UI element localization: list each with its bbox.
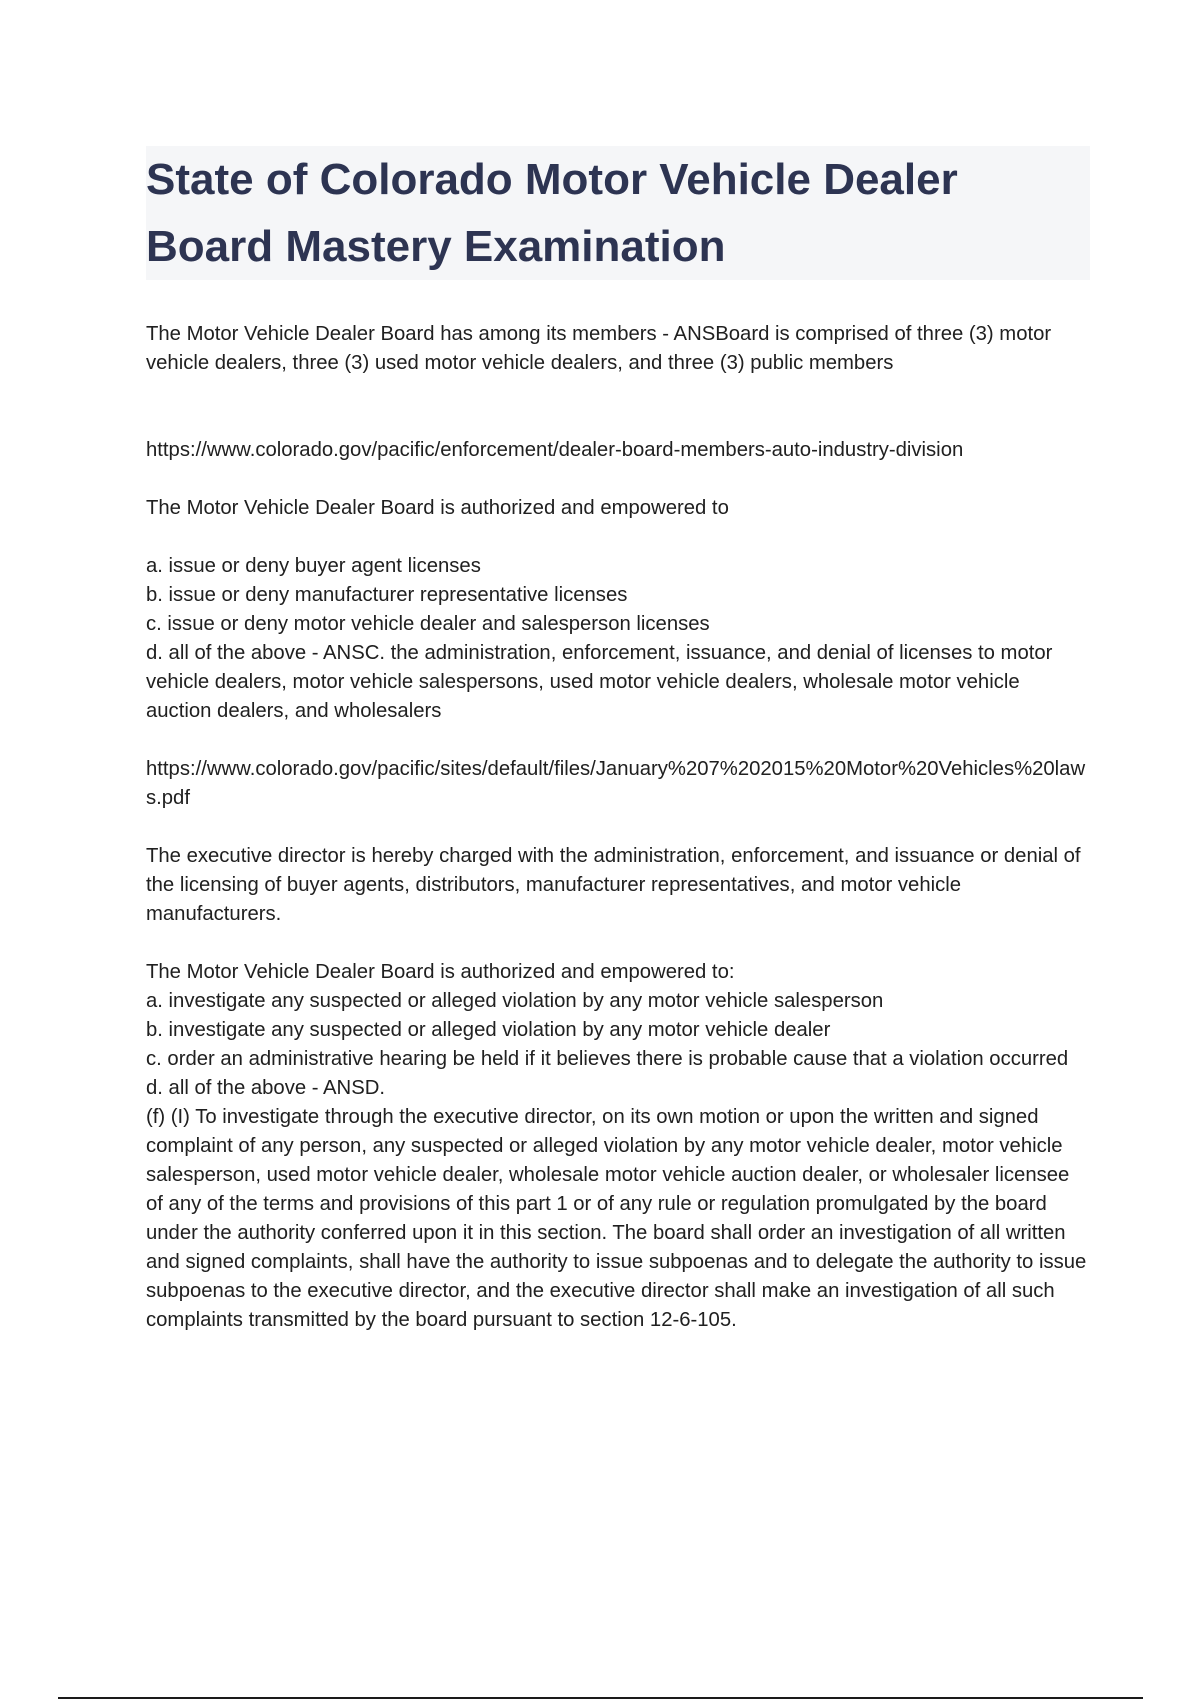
- reference-url: https://www.colorado.gov/pacific/sites/default/files/January%207%202015%20Motor%20Vehicles%20laws.pdf: [146, 758, 1086, 809]
- answer-options-licenses: [146, 552, 1090, 726]
- question-board-authority: [146, 494, 1090, 523]
- document-title: State of Colorado Motor Vehicle Dealer Board Mastery Examination: [146, 155, 958, 271]
- option-line: d. all of the above - ANSD.: [146, 1077, 385, 1099]
- question-investigation-authority: [146, 958, 1090, 1335]
- option-line: a. investigate any suspected or alleged violation by any motor vehicle salesperson: [146, 990, 884, 1012]
- statute-line: under the authority conferred upon it in this section. The board shall order an investigation of all written and signed complaints, shall have the authority to issue subpoenas and to delegate the authority to issue subpoenas to the executive director, and the executive director shall make an investigation of all such complaints transmitted by the board pursuant to section 12-6-105.: [146, 1222, 1087, 1331]
- option-line: a. issue or deny buyer agent licenses: [146, 555, 481, 577]
- paragraph: The Motor Vehicle Dealer Board has among its members - ANSBoard is comprised of three (3) motor vehicle dealers, three (3) used motor vehicle dealers, and three (3) public members: [146, 323, 1052, 374]
- option-line: d. all of the above - ANSC. the administration, enforcement, issuance, and denial of licenses to motor vehicle dealers, motor vehicle salespersons, used motor vehicle dealers, wholesale motor vehicle auction dealers, and wholesalers: [146, 642, 1053, 722]
- reference-link-board-members: [146, 436, 1090, 465]
- statute-line: (f) (I) To investigate through the executive director, on its own motion or upon the written and signed complaint of any person, any suspected or alleged violation by any motor vehicle dealer, motor vehicle: [146, 1106, 1063, 1157]
- reference-link-laws-pdf: [146, 755, 1090, 813]
- statute-line: salesperson, used motor vehicle dealer, wholesale motor vehicle auction dealer, or wholesaler licensee of any of the terms and provisions of this part 1 or of any rule or regulation promulgated by the board: [146, 1164, 1070, 1215]
- document-page: [146, 146, 1090, 1364]
- question-line: The Motor Vehicle Dealer Board is authorized and empowered to:: [146, 961, 735, 983]
- page-bottom-divider: [58, 1697, 1143, 1699]
- title-banner: [146, 146, 1090, 280]
- option-line: b. investigate any suspected or alleged violation by any motor vehicle dealer: [146, 1019, 831, 1041]
- option-line: b. issue or deny manufacturer representative licenses: [146, 584, 628, 606]
- option-line: c. order an administrative hearing be held if it believes there is probable cause that a violation occurred: [146, 1048, 1069, 1070]
- option-line: c. issue or deny motor vehicle dealer and salesperson licenses: [146, 613, 710, 635]
- reference-url: https://www.colorado.gov/pacific/enforcement/dealer-board-members-auto-industry-division: [146, 439, 964, 461]
- question-board-members: [146, 320, 1090, 378]
- executive-director-statement: [146, 842, 1090, 929]
- document-body: [146, 320, 1090, 1335]
- paragraph: The Motor Vehicle Dealer Board is authorized and empowered to: [146, 497, 729, 519]
- paragraph: The executive director is hereby charged with the administration, enforcement, and issuance or denial of the licensing of buyer agents, distributors, manufacturer representatives, and motor vehicle manufacturers.: [146, 845, 1081, 925]
